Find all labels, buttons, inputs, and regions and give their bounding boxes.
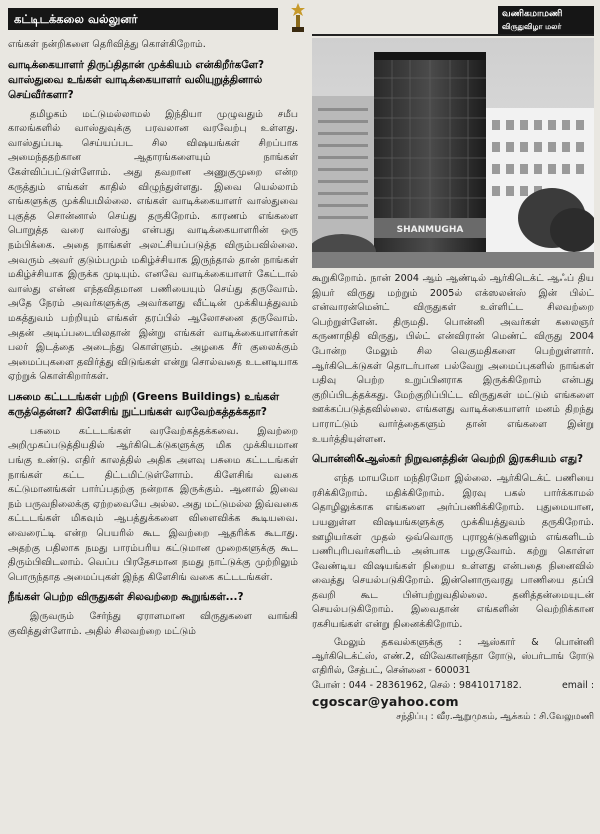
building-sign: SHANMUGHA [396, 225, 464, 235]
intro-line: எங்கள் நன்றிகளை தெரிவித்து கொள்கிறோம். [8, 39, 206, 50]
question-green-buildings: பசுமை கட்டடங்கள் பற்றி (Greens Buildings) உங்கள் கருத்தென்ன? கிளேசிங் நுட்பங்கள் வரவேற்கத்தக்கதா? [8, 390, 279, 418]
building-photo [312, 38, 594, 268]
question-vastu: வாடிக்கையாளர் திருப்திதான் முக்கியம் என்கிறீர்களே? வாஸ்துவை உங்கள் வாடிக்கையாளர் வலியுறுத்தினால் செய்வீர்களா? [8, 58, 264, 101]
answer-vastu: தமிழகம் மட்டுமல்லாமல் இந்தியா முழுவதும் சமீப காலங்களில் வாஸ்துவுக்கு பரவலான வரவேற்பு உள்ளது. வாஸ்துப்படி செய்யப்பட சில விஷயங்கள் சிறப்பாக அமைந்ததற்கான ஆதாரங்களையும் நாங்கள் கேள்விப்பட்டுள்ளோம். அது தவறான அணுகுமுறை என்ற கருத்தும் எங்கள் காதில் விழுந்துள்ளது. இவை யெல்லாம் எங்களுக்கு முக்கியமில்லை. எங்கள் வாடிக்கையாளர் வாஸ்துவை புகுத்த சொன்னால் செய்து தருகிறோம். காரணம் எங்களை பொறுத்த வரை வாஸ்து என்பது வாடிக்கையாளரின் ஒரு நம்பிக்கை. அதை நாங்கள் அலட்சியப்படுத்த விரும்பவில்லை. அவரும் அவர் குடும்பமும் மகிழ்ச்சியாக இருந்தால் தான் நாங்கள் மகிழ்ச்சியாக இருக்க முடியும். எனவே வாடிக்கையாளர் கேட்டால் வாஸ்து என்ன எந்தவிதமான பணியையும் செய்து தருவோம். அதே நேரம் அவர்களுக்கு அவர்களது வீட்டின் முக்கியத்துவம் மகத்துவம் பற்றியும் எங்கள் தரப்பில் ஆலோசனை தருவோம். அதன் அடிப்படையிலதான் இன்று எங்கள் வாடிக்கையாளர்கள் பலர் இடத்தை அடைந்து கொள்ளும். அழகை சீர் குலைக்கும் அமைப்புகளை தவிர்த்து விடுங்கள் என்று சொல்வதை உடனடியாக ஏற்றுக் கொள்கிறார்கள். [8, 108, 298, 383]
question-success-secret: பொன்னி&ஆஸ்கர் நிறுவனத்தின் வெற்றி இரகசியம் எது? [312, 453, 584, 466]
question-awards: நீங்கள் பெற்ற விருதுகள் சிலவற்றை கூறுங்கள்...? [8, 591, 244, 604]
left-column [8, 38, 298, 828]
contact-phone: போன் : 044 - 28361962, செல் : 9841017182. [312, 679, 522, 691]
trophy-emblem-icon [286, 2, 310, 34]
contact-phone-row [312, 679, 594, 693]
answer-success-secret: எந்த மாயமோ மந்திரமோ இல்லை. ஆர்கிடெக்ட் பணியை ரசிக்கிறோம். மதிக்கிறோம். இரவு பகல் பார்க்காமல் தொழிலுக்காக எங்களை அர்ப்பணிக்கிறோம். புதுமையான, பயனுள்ள விஷயங்களுக்கு முக்கியத்துவம் தருகிறோம். ஊழியர்கள் முதல் ஒவ்வொரு புராஜக்டுகளிலும் எங்களிடம் பணிபுரிபவர்களிடம் அன்பாக பழகுவோம். கற்று கொள்ள வேண்டிய விஷயங்கள் நிறைய உள்ளது என்பதை நினைவில் வைத்து செயல்படுகிறோம். இன்னொருவரது பாணியை தப்பி தவறி கூட பின்பற்றுவதில்லை. தனித்தன்மையுடன் செயல்படுகிறோம். இவைதான் எங்களின் வெற்றிக்கான ரகசியங்கள் என்று நினைக்கிறோம். [312, 473, 594, 631]
magazine-name: வணிகமாமணி [502, 9, 563, 19]
article-credit: சந்திப்பு : வீர.ஆறுமுகம், ஆக்கம் : சி.வேலுமணி [396, 712, 594, 723]
section-title: கட்டிடக்கலை வல்லுனர் [8, 8, 278, 30]
magazine-issue: விருதுவிழா மலர் [502, 22, 562, 31]
right-column [312, 272, 594, 832]
magazine-badge [498, 6, 594, 36]
header-divider [312, 34, 594, 36]
answer-green-buildings: பசுமை கட்டடங்கள் வரவேற்கத்தக்கவை. இவற்றை அறிமுகப்படுத்தியதில் ஆர்கிடெக்டுகளுக்கு மிக முக்கியமான பங்கு உண்டு. எதிர் காலத்தில் அதிக அளவு பசுமை கட்டடங்கள் நாங்கள் கட்ட திட்டமிட்டுள்ளோம். கிளேசிங் வகை கட்டுமானங்கள் பார்ப்பதற்கு நன்றாக இருக்கும். ஆனால் இவை நம் பருவநிலைக்கு ஏற்றவையே அல்ல. அது மட்டுமல்ல இவ்வகை கட்டடங்கள் மிகவும் ஆபத்துக்களை விளைவிக்க கூடியவை. வைரைட்டி என்ற பெயரில் கூட இவற்றை ஆதரிக்க கூடாது. அதற்கு பதிலாக நமது பாரம்பரிய கட்டுமான முறைகளுக்கு கூட திரும்பிவிடலாம். வெப்ப பிரதேசமான நமது நாட்டுக்கு முற்றிலும் பொருந்தாத அமைப்புகள் இந்த கிளேசிங் வகை கட்டடங்கள். [8, 425, 298, 583]
contact-email[interactable]: cgoscar@yahoo.com [312, 694, 459, 710]
answer-awards-continued: கூறுகிறோம். நான் 2004 ஆம் ஆண்டில் ஆர்கிடெக்ட் ஆஃப் திய இயர் விருது மற்றும் 2005ல் எக்ஸலன்ஸ் இன் பில்ட் என்வாரன்மென்ட் விருதுகள் உள்ளிட்ட சிலவற்றை பெற்றுள்ளேன். திருமதி. பொன்னி அவர்கள் கலைஞர் கருணாநிதி விருது, பில்ட் என்விரான் மெண்ட் விருது 2004 போன்ற மேலும் சில வெகுமதிகளை பெற்றுள்ளார். ஆர்கிடெக்டுகள் தொடர்பான பல்வேறு அமைப்புகளில் நாங்கள் பதிவு பெற்ற உறுப்பினராக இருக்கிறோம் என்பது குறிப்பிடத்தக்கது. மேற்குறிப்பிட்ட விருதுகள் மட்டும் எங்களை ஊக்கப்படுத்தவில்லை. எங்களது வாடிக்கையாளர் மனம் திறந்து பாராட்டும் வார்த்தைகளும் தான் எங்களை இன்று உயர்த்தியுள்ளன. [312, 273, 594, 445]
contact-address: மேலும் தகவல்களுக்கு : ஆஸ்கார் & பொன்னி ஆர்கிடெக்ட்ஸ், எண்.2, விவேகானந்தா ரோடு, ஸ்பர்டாங் ரோடு எதிரில், சேத்பட், சென்னை - 600031 [312, 636, 594, 677]
answer-awards: இருவரும் சேர்ந்து ஏராளமான விருதுகளை வாங்கி குவித்துள்ளோம். அதில் சிலவற்றை மட்டும் [8, 611, 298, 637]
email-label: email : [562, 679, 594, 691]
